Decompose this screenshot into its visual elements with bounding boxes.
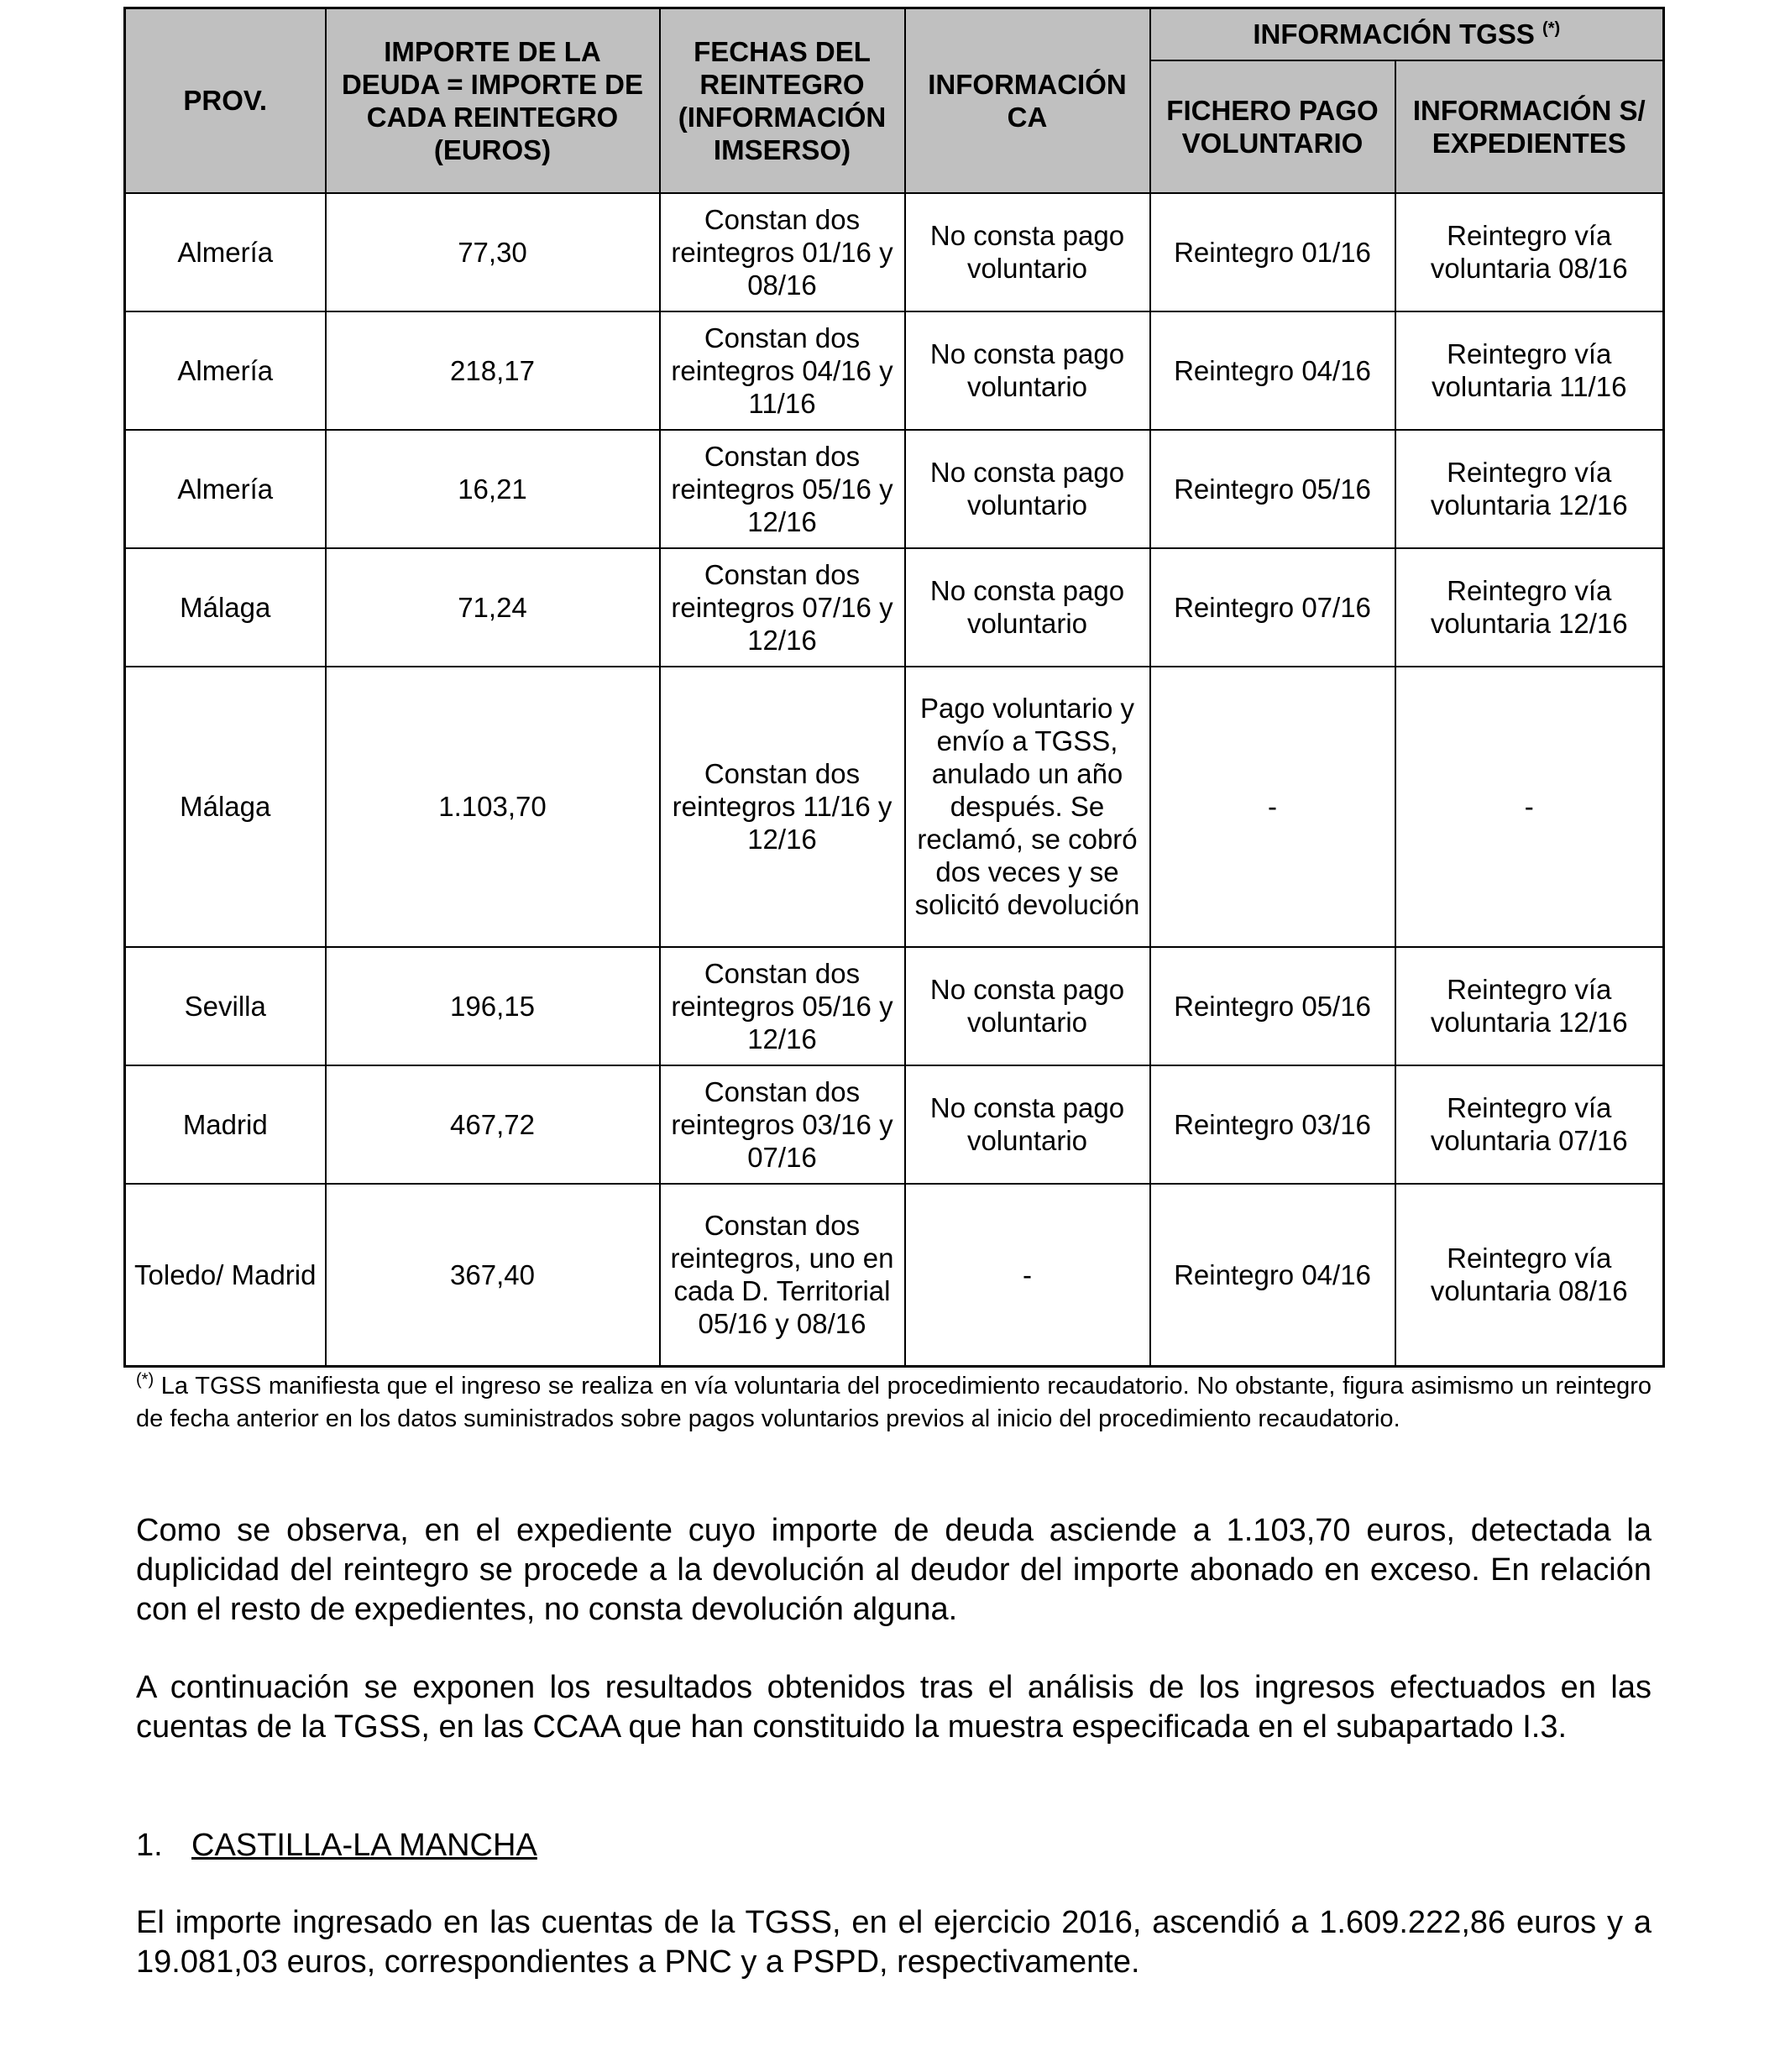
table-row (125, 430, 1664, 548)
cell-info-ca: - (905, 1184, 1150, 1367)
cell-info-ca: No consta pago voluntario (905, 947, 1150, 1065)
header-expedientes: INFORMACIÓN S/ EXPEDIENTES (1395, 60, 1664, 193)
section-number: 1. (136, 1828, 163, 1863)
cell-fechas: Constan dos reintegros 07/16 y 12/16 (660, 548, 905, 667)
cell-expedientes: Reintegro vía voluntaria 08/16 (1395, 193, 1664, 311)
cell-fichero: Reintegro 05/16 (1150, 947, 1395, 1065)
cell-fechas: Constan dos reintegros 01/16 y 08/16 (660, 193, 905, 311)
cell-prov: Toledo/ Madrid (125, 1184, 326, 1367)
cell-fechas: Constan dos reintegros 04/16 y 11/16 (660, 311, 905, 430)
cell-info-ca: No consta pago voluntario (905, 193, 1150, 311)
table-row (125, 667, 1664, 947)
cell-prov: Almería (125, 430, 326, 548)
paragraph-importe: El importe ingresado en las cuentas de la TGSS, en el ejercicio 2016, ascendió a 1.609.222,86 euros y a 19.081,03 euros, correspondientes a PNC y a PSPD, respectivamente. (136, 1905, 1652, 1980)
table-row (125, 947, 1664, 1065)
header-prov: PROV. (125, 8, 326, 193)
paragraph-resultados: A continuación se exponen los resultados obtenidos tras el análisis de los ingresos efectuados en las cuentas de la TGSS, en las CCAA que han constituido la muestra especificada en el subapartado I.3. (136, 1670, 1652, 1745)
cell-prov: Almería (125, 311, 326, 430)
cell-importe: 367,40 (326, 1184, 660, 1367)
header-tgss-label: INFORMACIÓN TGSS (1253, 18, 1535, 50)
footnote-mark: (*) (136, 1370, 154, 1389)
table-footnote (136, 1370, 1652, 1436)
table-row (125, 1065, 1664, 1184)
cell-prov: Madrid (125, 1065, 326, 1184)
cell-fechas: Constan dos reintegros 05/16 y 12/16 (660, 430, 905, 548)
cell-importe: 467,72 (326, 1065, 660, 1184)
cell-importe: 218,17 (326, 311, 660, 430)
cell-prov: Almería (125, 193, 326, 311)
cell-expedientes: Reintegro vía voluntaria 08/16 (1395, 1184, 1664, 1367)
cell-fichero: Reintegro 04/16 (1150, 311, 1395, 430)
header-tgss-group (1150, 8, 1664, 60)
header-fichero: FICHERO PAGO VOLUNTARIO (1150, 60, 1395, 193)
cell-expedientes: Reintegro vía voluntaria 12/16 (1395, 947, 1664, 1065)
table-row (125, 1184, 1664, 1367)
cell-expedientes: Reintegro vía voluntaria 12/16 (1395, 430, 1664, 548)
cell-info-ca: No consta pago voluntario (905, 311, 1150, 430)
cell-info-ca: Pago voluntario y envío a TGSS, anulado un año después. Se reclamó, se cobró dos veces y se solicitó devolución (905, 667, 1150, 947)
cell-fichero: Reintegro 07/16 (1150, 548, 1395, 667)
header-fechas: FECHAS DEL REINTEGRO (INFORMACIÓN IMSERSO) (660, 8, 905, 193)
cell-fechas: Constan dos reintegros 03/16 y 07/16 (660, 1065, 905, 1184)
paragraph-devolucion: Como se observa, en el expediente cuyo importe de deuda asciende a 1.103,70 euros, detectada la duplicidad del reintegro se procede a la devolución al deudor del importe abonado en exceso. En relación con el resto de expedientes, no consta devolución alguna. (136, 1513, 1652, 1627)
reintegros-table (123, 7, 1665, 1368)
cell-info-ca: No consta pago voluntario (905, 548, 1150, 667)
cell-importe: 77,30 (326, 193, 660, 311)
cell-importe: 16,21 (326, 430, 660, 548)
cell-importe: 196,15 (326, 947, 660, 1065)
section-heading (136, 1826, 537, 1865)
cell-fichero: - (1150, 667, 1395, 947)
cell-fichero: Reintegro 04/16 (1150, 1184, 1395, 1367)
header-importe: IMPORTE DE LA DEUDA = IMPORTE DE CADA REINTEGRO (EUROS) (326, 8, 660, 193)
cell-fichero: Reintegro 03/16 (1150, 1065, 1395, 1184)
cell-info-ca: No consta pago voluntario (905, 1065, 1150, 1184)
cell-expedientes: Reintegro vía voluntaria 11/16 (1395, 311, 1664, 430)
cell-expedientes: Reintegro vía voluntaria 07/16 (1395, 1065, 1664, 1184)
cell-fichero: Reintegro 05/16 (1150, 430, 1395, 548)
cell-prov: Málaga (125, 548, 326, 667)
table-row (125, 311, 1664, 430)
cell-prov: Málaga (125, 667, 326, 947)
cell-importe: 71,24 (326, 548, 660, 667)
header-tgss-footnote-mark: (*) (1542, 19, 1561, 39)
cell-fechas: Constan dos reintegros 11/16 y 12/16 (660, 667, 905, 947)
section-title: CASTILLA-LA MANCHA (191, 1828, 537, 1863)
header-info-ca: INFORMACIÓN CA (905, 8, 1150, 193)
cell-fechas: Constan dos reintegros, uno en cada D. Territorial 05/16 y 08/16 (660, 1184, 905, 1367)
table-row (125, 193, 1664, 311)
cell-importe: 1.103,70 (326, 667, 660, 947)
cell-fichero: Reintegro 01/16 (1150, 193, 1395, 311)
cell-expedientes: - (1395, 667, 1664, 947)
cell-fechas: Constan dos reintegros 05/16 y 12/16 (660, 947, 905, 1065)
footnote-text: La TGSS manifiesta que el ingreso se realiza en vía voluntaria del procedimiento recaudatorio. No obstante, figura asimismo un reintegro de fecha anterior en los datos suministrados sobre pagos voluntarios previos al inicio del procedimiento recaudatorio. (136, 1373, 1652, 1432)
cell-prov: Sevilla (125, 947, 326, 1065)
cell-expedientes: Reintegro vía voluntaria 12/16 (1395, 548, 1664, 667)
table-row (125, 548, 1664, 667)
cell-info-ca: No consta pago voluntario (905, 430, 1150, 548)
